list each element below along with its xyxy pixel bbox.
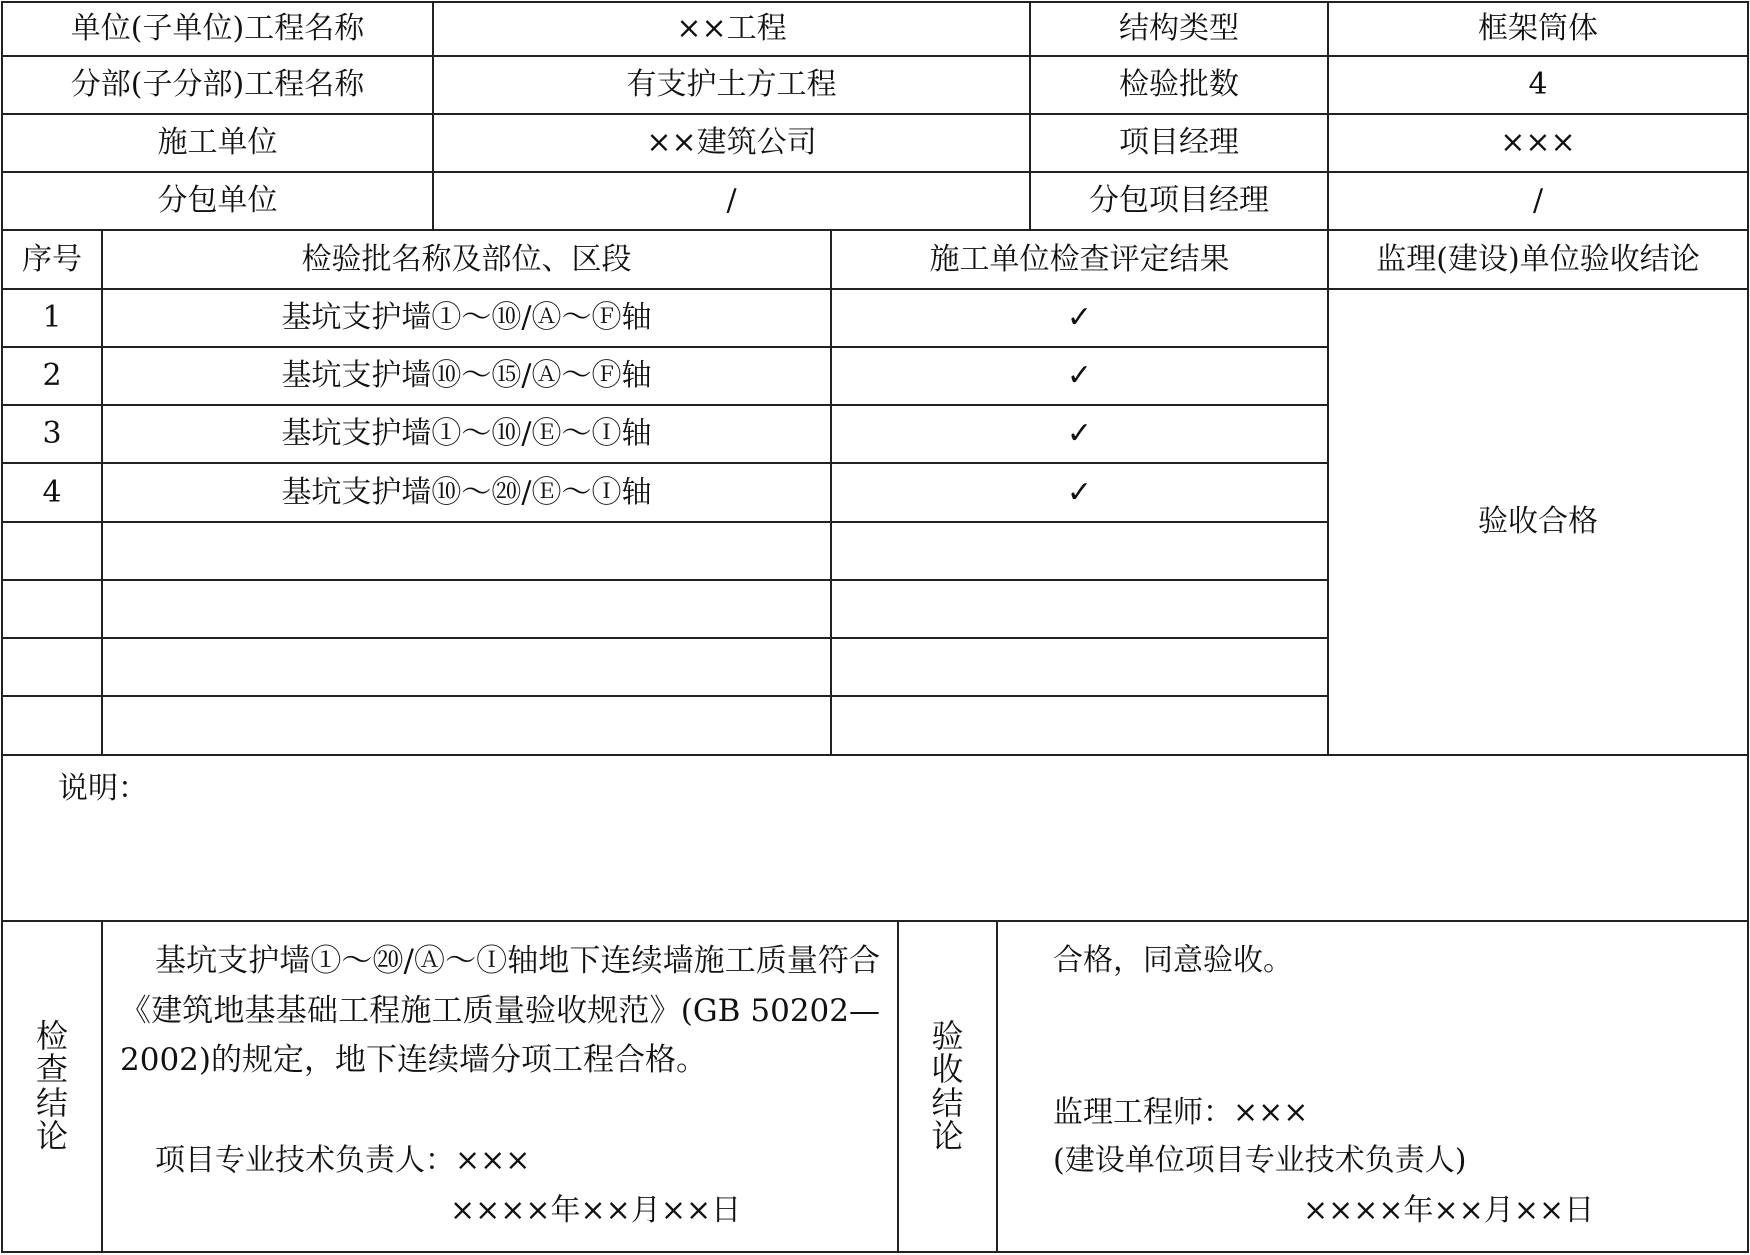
row-no [3,581,101,637]
batch-count-value: 4 [1528,67,1548,102]
inspection-signer: 项目专业技术负责人：××× [155,1143,531,1178]
title-char: 结 [35,1083,68,1122]
subcontractor-label: 分包单位 [157,183,278,218]
title-char: 收 [931,1050,964,1089]
rule [2,754,1748,756]
row-batch-name [103,523,830,579]
row-no [3,523,101,579]
row-batch-name [103,697,830,754]
subdivision-name-value: 有支护土方工程 [626,67,837,102]
row-no: 3 [42,416,62,451]
inspection-paragraph: 基坑支护墙①～⑳/Ⓐ～Ⓘ轴地下连续墙施工质量符合《建筑地基基础工程施工质量验收规范》(GB 50202—2002)的规定，地下连续墙分项工程合格。 [120,943,880,1079]
inspection-conclusion-text [120,937,880,1086]
row-batch-name [103,581,830,637]
acceptance-date: ××××年××月××日 [1303,1193,1595,1228]
acceptance-engineer: 监理工程师：××× [1053,1095,1309,1130]
row-no [3,639,101,695]
subcontractor-value: / [726,183,737,218]
column-header-contractor-result: 施工单位检查评定结果 [929,241,1230,277]
contractor-label: 施工单位 [157,125,278,160]
acceptance-conclusion-title [899,922,996,1251]
row-batch-name: 基坑支护墙①～⑩/Ⓐ～Ⓕ轴 [281,300,652,335]
contractor-value: ××建筑公司 [646,125,817,160]
row-result [832,523,1327,579]
title-char: 检 [35,1016,68,1055]
row-result [832,697,1327,754]
column-header-batch-name: 检验批名称及部位、区段 [301,241,632,277]
title-char: 论 [931,1116,964,1155]
row-result: ✓ [1066,416,1093,451]
row-result: ✓ [1066,474,1093,510]
batch-count-label: 检验批数 [1119,67,1239,102]
row-no [3,697,101,754]
title-char: 论 [35,1116,68,1155]
column-header-supervision-conclusion: 监理(建设)单位验收结论 [1376,241,1700,277]
notes-label: 说明： [58,771,148,806]
rule [2,920,1748,922]
row-result: ✓ [1066,358,1093,393]
row-batch-name: 基坑支护墙①～⑩/Ⓔ～Ⓘ轴 [281,416,652,451]
project-manager-value: ××× [1500,125,1576,160]
row-batch-name [103,639,830,695]
title-char: 验 [931,1016,964,1055]
row-batch-name: 基坑支护墙⑩～⑮/Ⓐ～Ⓕ轴 [281,358,652,393]
subdivision-name-label: 分部(子分部)工程名称 [70,67,365,102]
project-name-label: 单位(子单位)工程名称 [70,11,365,46]
supervision-conclusion: 验收合格 [1478,504,1598,539]
project-manager-label: 项目经理 [1119,125,1239,160]
row-result [832,639,1327,695]
rule [101,920,103,1253]
column-header-no: 序号 [22,241,82,277]
title-char: 结 [931,1083,964,1122]
structure-type-label: 结构类型 [1119,11,1239,46]
inspection-date: ××××年××月××日 [450,1193,742,1228]
inspection-conclusion-title [3,922,101,1251]
acceptance-text: 合格，同意验收。 [1053,943,1293,978]
row-result [832,581,1327,637]
row-no: 2 [42,358,62,393]
row-no: 4 [42,474,62,510]
row-batch-name: 基坑支护墙⑩～⑳/Ⓔ～Ⓘ轴 [281,474,652,510]
title-char: 查 [35,1050,68,1089]
sub-project-manager-label: 分包项目经理 [1089,183,1269,218]
project-name-value: ××工程 [676,11,787,46]
sub-project-manager-value: / [1532,183,1544,218]
structure-type-value: 框架筒体 [1478,11,1598,46]
row-result: ✓ [1066,300,1093,335]
rule [2,1251,1748,1253]
row-no: 1 [42,300,62,335]
rule [996,920,998,1253]
rule [1747,1,1749,1253]
acceptance-engineer-note: (建设单位项目专业技术负责人) [1053,1143,1467,1178]
